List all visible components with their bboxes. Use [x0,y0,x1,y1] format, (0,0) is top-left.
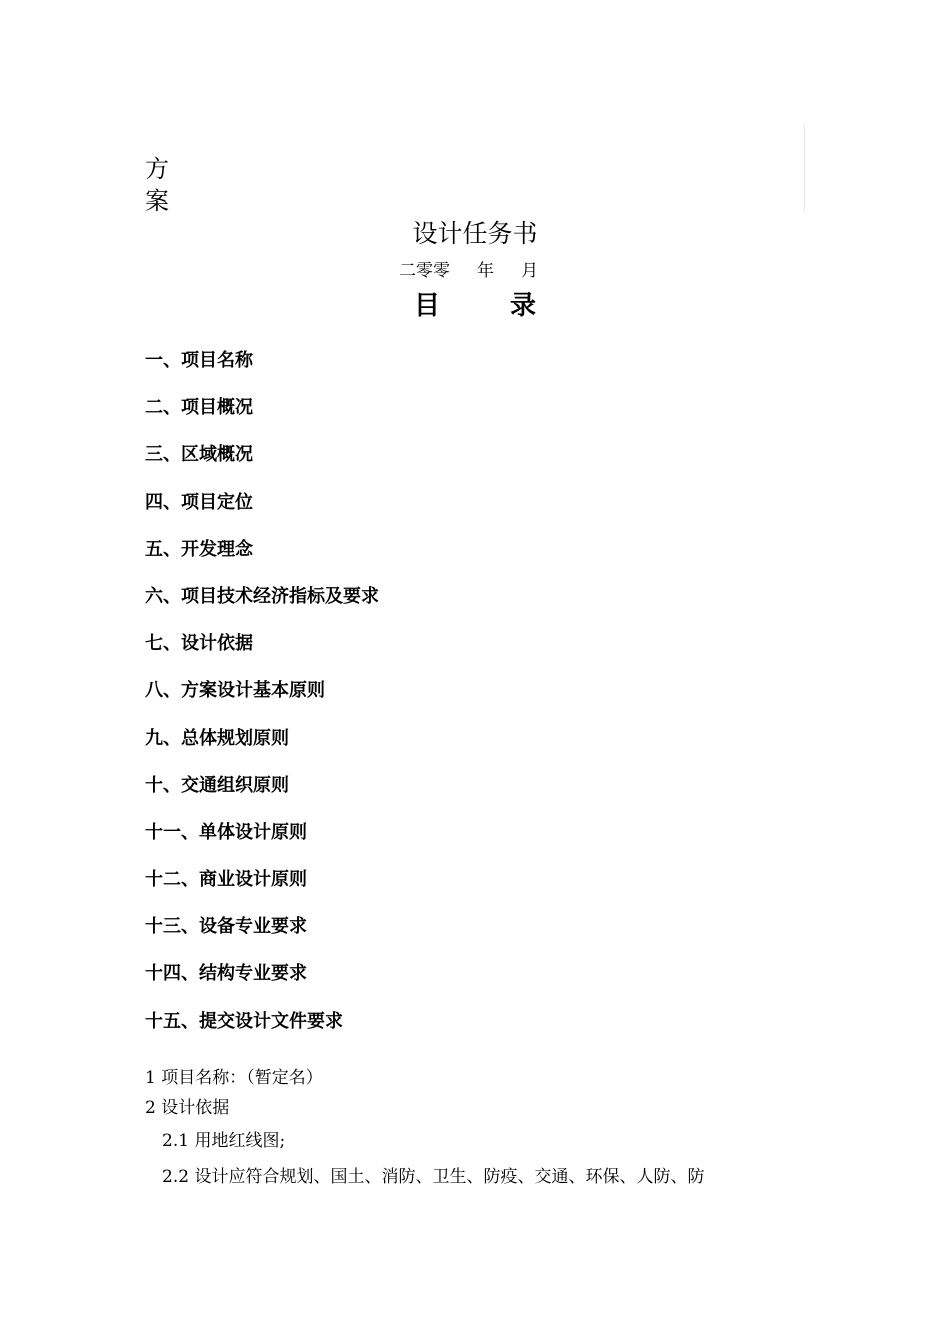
toc-item: 四、项目定位 [145,491,253,513]
toc-item: 一、项目名称 [145,350,253,371]
date-month: 月 [521,261,539,281]
toc-item: 十、交通组织原则 [145,774,289,796]
document-title: 设计任务书 [412,219,538,248]
toc-item: 八、方案设计基本原则 [145,680,325,702]
toc-item: 十四、结构专业要求 [145,963,307,985]
side-label-char-1: 方 [145,155,169,183]
section-2-1-text: 2.1 用地红线图; [162,1131,286,1151]
toc-item: 十一、单体设计原则 [145,821,307,843]
toc-item: 十二、商业设计原则 [145,869,307,891]
toc-item: 五、开发理念 [145,538,253,560]
toc-item: 六、项目技术经济指标及要求 [145,585,379,607]
section-1-heading: 1 项目名称：（暂定名） [145,1068,323,1088]
date-year: 年 [477,261,495,281]
table-of-contents [145,344,379,1052]
margin-line [804,124,805,212]
section-2-2-text: 2.2 设计应符合规划、国土、消防、卫生、防疫、交通、环保、人防、防 [162,1167,705,1187]
toc-item: 十五、提交设计文件要求 [145,1010,343,1032]
toc-heading-char-1: 目 [413,291,440,321]
date-prefix: 二零零 [399,261,450,281]
section-2-heading: 2 设计依据 [145,1098,230,1118]
document-date [399,259,538,283]
toc-heading-char-2: 录 [510,291,537,321]
toc-heading [0,288,950,324]
toc-item: 十三、设备专业要求 [145,916,307,938]
toc-item: 二、项目概况 [145,397,253,419]
toc-item: 三、区域概况 [145,444,253,466]
toc-item: 七、设计依据 [145,633,253,655]
side-label-char-2: 案 [145,187,169,215]
toc-item: 九、总体规划原则 [145,727,289,749]
